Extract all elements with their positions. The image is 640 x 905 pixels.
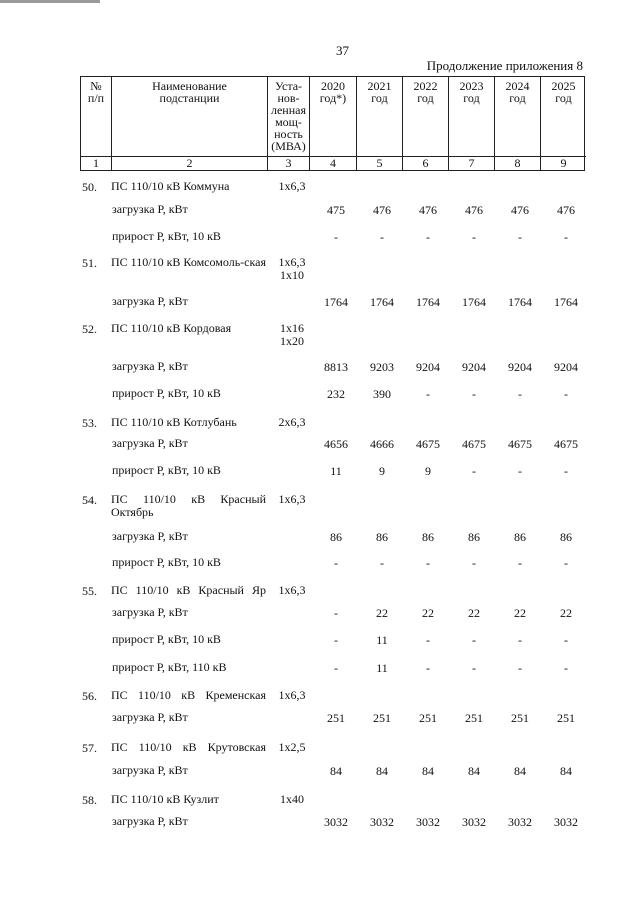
header-col-1: [81, 77, 111, 170]
value-cell: -: [380, 556, 384, 570]
metric-label: загрузка Р, кВт: [112, 202, 188, 216]
installed-capacity: 1х6,3: [278, 688, 306, 702]
value-cell: 390: [373, 387, 391, 401]
row-number: 54.: [82, 493, 97, 507]
value-cell: 11: [376, 633, 388, 647]
value-cell: 476: [511, 203, 529, 217]
metric-label: загрузка Р, кВт: [112, 763, 188, 777]
value-cell: 4666: [370, 437, 394, 451]
value-cell: 4675: [554, 437, 578, 451]
installed-capacity: 1х2,5: [278, 740, 306, 754]
value-cell: 84: [514, 764, 526, 778]
value-cell: 4675: [508, 437, 532, 451]
header-col-3: [267, 77, 309, 170]
continuation-title: Продолжение приложения 8: [426, 58, 583, 73]
value-cell: -: [518, 230, 522, 244]
value-cell: 476: [465, 203, 483, 217]
value-cell: -: [564, 556, 568, 570]
value-cell: -: [334, 606, 338, 620]
value-cell: 9204: [462, 360, 486, 374]
value-cell: 251: [465, 711, 483, 725]
header-col-2: [111, 77, 267, 170]
value-cell: 22: [468, 606, 480, 620]
row-number: 58.: [82, 793, 97, 807]
row-number: 55.: [82, 584, 97, 598]
value-cell: 251: [327, 711, 345, 725]
value-cell: 476: [419, 203, 437, 217]
value-cell: 84: [468, 764, 480, 778]
value-cell: 86: [560, 530, 572, 544]
value-cell: 3032: [370, 815, 394, 829]
value-cell: 251: [557, 711, 575, 725]
header-col-number: 8: [514, 156, 521, 170]
header-col-7: [448, 77, 494, 170]
value-cell: -: [334, 633, 338, 647]
header-col-4: [309, 77, 356, 170]
scan-edge-mark: [0, 0, 100, 3]
installed-capacity: 1х16 1х20: [280, 321, 304, 348]
value-cell: 476: [557, 203, 575, 217]
installed-capacity: 1х6,3: [278, 179, 306, 193]
value-cell: 9: [379, 464, 385, 478]
value-cell: -: [518, 661, 522, 675]
value-cell: 9: [425, 464, 431, 478]
installed-capacity: 1х40: [280, 792, 304, 806]
value-cell: 9204: [416, 360, 440, 374]
value-cell: 84: [376, 764, 388, 778]
value-cell: -: [564, 387, 568, 401]
substation-name: ПС 110/10 кВ Крутовская: [111, 740, 266, 754]
value-cell: -: [426, 230, 430, 244]
substation-name: ПС 110/10 кВ Комсомоль-ская: [111, 255, 266, 269]
value-cell: 86: [330, 530, 342, 544]
metric-label: загрузка Р, кВт: [112, 605, 188, 619]
value-cell: 22: [422, 606, 434, 620]
value-cell: -: [426, 633, 430, 647]
metric-label: прирост Р, кВт, 110 кВ: [112, 660, 227, 674]
header-label: 2022 год: [413, 79, 438, 105]
value-cell: 11: [376, 661, 388, 675]
row-number: 56.: [82, 689, 97, 703]
substation-name: ПС 110/10 кВ Красный Яр: [111, 583, 266, 597]
substation-name: ПС 110/10 кВ Красный Октябрь: [111, 492, 266, 519]
metric-label: прирост Р, кВт, 10 кВ: [112, 463, 221, 477]
row-number: 50.: [82, 180, 97, 194]
header-col-8: [494, 77, 540, 170]
value-cell: -: [518, 556, 522, 570]
metric-label: прирост Р, кВт, 10 кВ: [112, 386, 221, 400]
value-cell: -: [334, 556, 338, 570]
value-cell: 1764: [416, 295, 440, 309]
value-cell: 9203: [370, 360, 394, 374]
value-cell: -: [472, 464, 476, 478]
value-cell: 3032: [554, 815, 578, 829]
value-cell: -: [518, 464, 522, 478]
metric-label: загрузка Р, кВт: [112, 436, 188, 450]
value-cell: -: [472, 633, 476, 647]
header-col-number: 5: [376, 156, 383, 170]
installed-capacity: 1х6,3: [278, 583, 306, 597]
header-label: 2021 год: [367, 79, 392, 105]
value-cell: -: [472, 230, 476, 244]
value-cell: 84: [560, 764, 572, 778]
value-cell: 4656: [324, 437, 348, 451]
header-col-number: 6: [422, 156, 429, 170]
header-label: 2024 год: [505, 79, 530, 105]
substation-name: ПС 110/10 кВ Коммуна: [111, 179, 230, 193]
metric-label: прирост Р, кВт, 10 кВ: [112, 555, 221, 569]
substation-name: ПС 110/10 кВ Кордовая: [111, 321, 232, 335]
substation-name: ПС 110/10 кВ Котлубань: [111, 415, 237, 429]
header-col-number: 4: [330, 156, 336, 170]
value-cell: 3032: [416, 815, 440, 829]
metric-label: загрузка Р, кВт: [112, 814, 188, 828]
value-cell: 86: [468, 530, 480, 544]
value-cell: 4675: [462, 437, 486, 451]
value-cell: 22: [376, 606, 388, 620]
value-cell: 22: [514, 606, 526, 620]
value-cell: 3032: [462, 815, 486, 829]
value-cell: 22: [560, 606, 572, 620]
table-header: [80, 76, 585, 171]
value-cell: 9204: [554, 360, 578, 374]
value-cell: -: [564, 633, 568, 647]
metric-label: прирост Р, кВт, 10 кВ: [112, 632, 221, 646]
header-label: 2023 год: [459, 79, 484, 105]
substation-name: ПС 110/10 кВ Кузлит: [111, 792, 219, 806]
value-cell: -: [334, 230, 338, 244]
value-cell: 11: [330, 464, 342, 478]
header-label: Уста- нов- ленная мощ- ность (МВА): [270, 79, 306, 153]
value-cell: -: [334, 661, 338, 675]
row-number: 52.: [82, 322, 97, 336]
value-cell: 1764: [324, 295, 348, 309]
installed-capacity: 1х6,3 1х10: [278, 255, 306, 282]
value-cell: 3032: [508, 815, 532, 829]
row-number: 51.: [82, 256, 97, 270]
value-cell: 475: [327, 203, 345, 217]
metric-label: прирост Р, кВт, 10 кВ: [112, 229, 221, 243]
value-cell: 251: [373, 711, 391, 725]
installed-capacity: 1х6,3: [278, 492, 306, 506]
value-cell: 476: [373, 203, 391, 217]
value-cell: 1764: [554, 295, 578, 309]
value-cell: -: [426, 387, 430, 401]
metric-label: загрузка Р, кВт: [112, 710, 188, 724]
header-col-number: 3: [285, 156, 292, 170]
value-cell: 232: [327, 387, 345, 401]
value-cell: 251: [511, 711, 529, 725]
header-col-9: [540, 77, 586, 170]
value-cell: 8813: [324, 360, 348, 374]
header-col-number: 7: [468, 156, 475, 170]
value-cell: 86: [422, 530, 434, 544]
installed-capacity: 2х6,3: [278, 415, 306, 429]
value-cell: 4675: [416, 437, 440, 451]
metric-label: загрузка Р, кВт: [112, 359, 188, 373]
value-cell: -: [472, 387, 476, 401]
value-cell: 3032: [324, 815, 348, 829]
value-cell: 84: [330, 764, 342, 778]
header-col-number: 1: [93, 156, 99, 170]
page-number: 37: [336, 43, 349, 58]
value-cell: -: [472, 556, 476, 570]
metric-label: загрузка Р, кВт: [112, 529, 188, 543]
value-cell: -: [564, 230, 568, 244]
value-cell: 251: [419, 711, 437, 725]
header-label: Наименование подстанции: [152, 79, 227, 105]
value-cell: -: [518, 633, 522, 647]
value-cell: -: [472, 661, 476, 675]
value-cell: 1764: [508, 295, 532, 309]
value-cell: 1764: [370, 295, 394, 309]
header-label: 2025 год: [551, 79, 576, 105]
header-label: № п/п: [87, 79, 105, 105]
header-col-number: 9: [560, 156, 567, 170]
value-cell: 86: [514, 530, 526, 544]
value-cell: -: [518, 387, 522, 401]
metric-label: загрузка Р, кВт: [112, 294, 188, 308]
value-cell: 86: [376, 530, 388, 544]
value-cell: -: [380, 230, 384, 244]
header-col-6: [402, 77, 448, 170]
header-label: 2020 год*): [319, 79, 347, 105]
header-col-5: [356, 77, 402, 170]
value-cell: -: [426, 556, 430, 570]
value-cell: 84: [422, 764, 434, 778]
header-col-number: 2: [186, 156, 193, 170]
value-cell: -: [564, 464, 568, 478]
value-cell: 1764: [462, 295, 486, 309]
value-cell: -: [426, 661, 430, 675]
row-number: 57.: [82, 741, 97, 755]
value-cell: -: [564, 661, 568, 675]
value-cell: 9204: [508, 360, 532, 374]
row-number: 53.: [82, 416, 97, 430]
substation-name: ПС 110/10 кВ Кременская: [111, 688, 266, 702]
